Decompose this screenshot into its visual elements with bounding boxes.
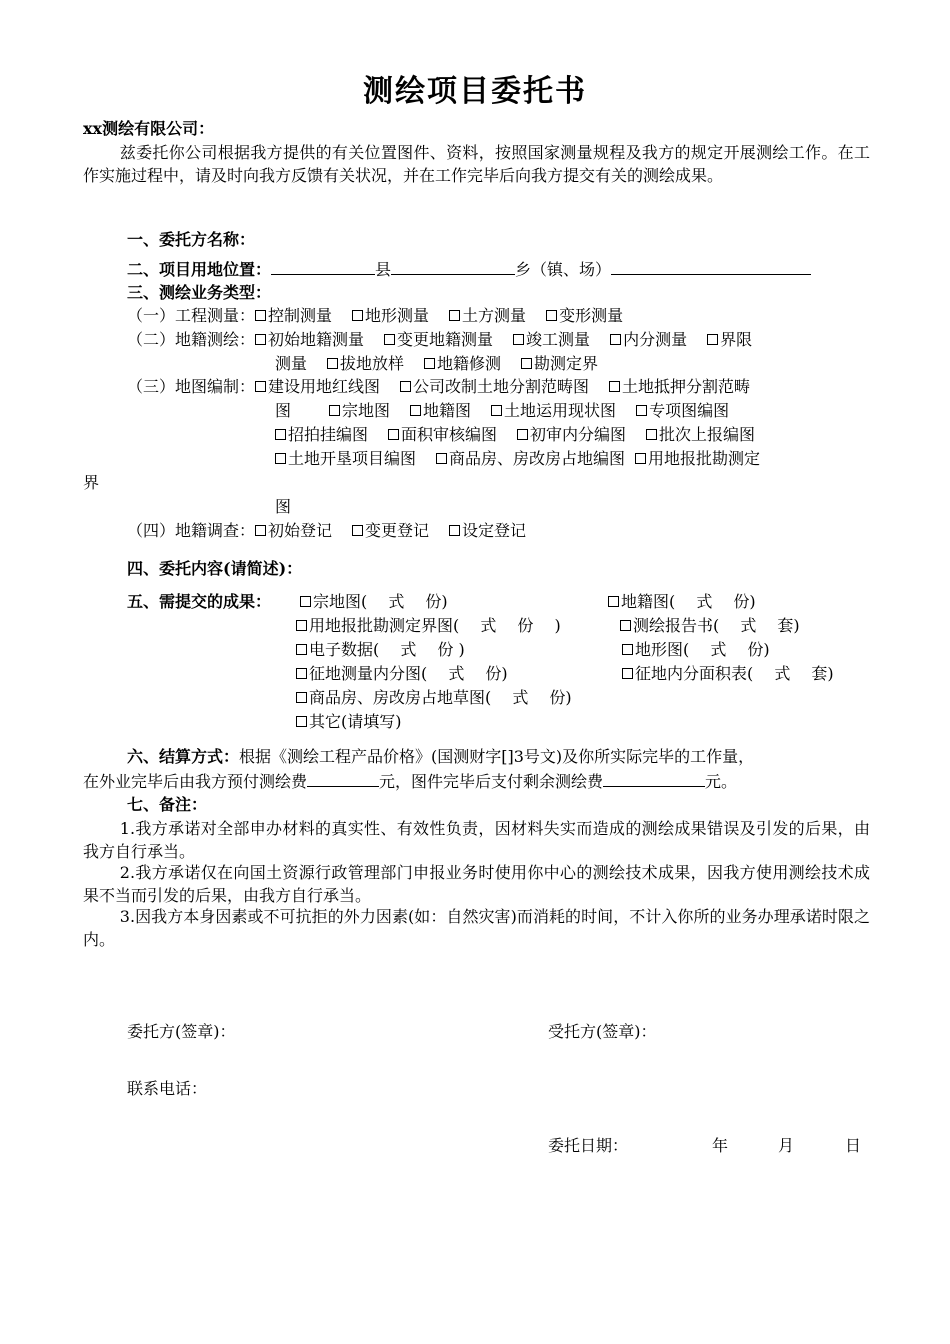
contractor-signature-label: 受托方(签章)： [548,1022,657,1041]
checkbox[interactable] [513,334,524,345]
g3-label: （三）地图编制： [127,377,256,396]
g1-row [127,305,623,327]
option-label: 勘测定界 [534,354,599,373]
checkbox[interactable] [327,358,338,369]
deliverable-label: 商品房、房改房占地草图( 式 份) [309,688,572,707]
intro-paragraph: 兹委托你公司根据我方提供的有关位置图件、资料，按照国家测量规程及我方的规定开展测绘工作。在工作实施过程中，请及时向我方反馈有关状况，并在工作完毕后向我方提交有关的测绘成果。 [83,143,870,185]
option-label: 用地报批勘测定 [648,449,761,468]
deliverable-label: 征地内分面积表( 式 套) [635,664,834,683]
option-label: 拔地放样 [340,354,405,373]
township-label: 乡（镇、场） [515,260,612,279]
checkbox[interactable] [255,310,266,321]
g3-row-1 [127,376,750,398]
option-label: 变更地籍测量 [397,330,494,349]
deliverable-item [622,663,834,685]
option-label: 变更登记 [365,521,430,540]
deliverable-label: 电子数据( 式 份 ) [309,640,465,659]
section-4-label: 四、委托内容(请简述)： [127,559,303,578]
option-label: 专项图编图 [649,401,730,420]
county-label: 县 [375,260,392,279]
section-3-label: 三、测绘业务类型： [127,283,272,302]
checkbox[interactable] [436,453,447,464]
option-label: 初始登记 [268,521,333,540]
checkbox[interactable] [296,716,307,727]
checkbox[interactable] [635,453,646,464]
checkbox[interactable] [275,429,286,440]
date-label: 委托日期： [548,1136,629,1155]
deliverable-label: 宗地图( 式 份) [313,592,448,611]
deliverable-item [296,639,465,661]
option-label: 招拍挂编图 [288,425,369,444]
checkbox[interactable] [646,429,657,440]
checkbox[interactable] [424,358,435,369]
client-signature-label: 委托方(签章)： [127,1022,236,1041]
g3-wrap-1: 界 [83,473,100,492]
option-label: 竣工测量 [526,330,591,349]
g3-row-2 [275,400,729,422]
g3-row-3 [275,424,755,446]
deliverable-item [296,615,561,637]
option-label: 初始地籍测量 [268,330,365,349]
option-label: 面积审核编图 [401,425,498,444]
g3-wrap-2: 图 [275,497,292,516]
option-label: 测量 [275,354,308,373]
deliverable-item [622,639,770,661]
checkbox[interactable] [296,668,307,679]
deliverable-item [300,591,448,613]
checkbox[interactable] [517,429,528,440]
checkbox[interactable] [352,310,363,321]
recipient: xx测绘有限公司： [83,119,215,138]
remaining-fee-blank[interactable] [603,770,705,787]
year-label: 年 [712,1136,729,1155]
checkbox[interactable] [609,381,620,392]
checkbox[interactable] [352,525,363,536]
checkbox[interactable] [608,596,619,607]
option-label: 初审内分编图 [530,425,627,444]
g2-row-2 [275,353,598,375]
checkbox[interactable] [255,381,266,392]
checkbox[interactable] [449,310,460,321]
deliverable-label: 其它(请填写) [309,712,402,731]
checkbox[interactable] [400,381,411,392]
deliverable-label: 用地报批勘测定界图( 式 份 ) [309,616,561,635]
deliverable-item [296,711,402,733]
checkbox[interactable] [491,405,502,416]
section-5-label: 五、需提交的成果： [127,592,272,611]
checkbox[interactable] [296,644,307,655]
g1-label: （一）工程测量： [127,306,256,325]
option-label: 变形测量 [559,306,624,325]
note-2: 2.我方承诺仅在向国土资源行政管理部门申报业务时使用你中心的测绘技术成果，因我方使用测绘技术成果不当而引发的后果，由我方自行承当。 [83,863,870,905]
option-label: 宗地图 [342,401,391,420]
option-label: 土地运用现状图 [504,401,617,420]
settlement-text-3: 元，图件完毕后支付剩余测绘费 [379,772,604,791]
g4-row [127,520,526,542]
option-label: 内分测量 [623,330,688,349]
deliverable-item [608,591,756,613]
checkbox[interactable] [255,334,266,345]
settlement-text-1: 根据《测绘工程产品价格》(国测财字[]3号文)及你所实际完毕的工作量， [239,747,755,766]
checkbox[interactable] [610,334,621,345]
checkbox[interactable] [300,596,311,607]
month-label: 月 [778,1136,795,1155]
g2-label: （二）地籍测绘： [127,330,256,349]
settlement-text-2: 在外业完毕后由我方预付测绘费 [83,772,308,791]
note-3: 3.因我方本身因素或不可抗拒的外力因素(如：自然灾害)而消耗的时间，不计入你所的业务办理承诺时限之内。 [83,907,870,949]
section-6-label: 六、结算方式： [127,747,240,766]
checkbox[interactable] [410,405,421,416]
checkbox[interactable] [636,405,647,416]
county-blank[interactable] [271,258,375,275]
deliverable-label: 征地测量内分图( 式 份) [309,664,508,683]
deliverable-label: 地籍图( 式 份) [621,592,756,611]
checkbox[interactable] [521,358,532,369]
deliverable-label: 地形图( 式 份) [635,640,770,659]
deliverable-item [296,687,572,709]
note-1: 1.我方承诺对全部申办材料的真实性、有效性负责，因材料失实而造成的测绘成果错误及引发的后果，由我方自行承当。 [83,819,870,861]
checkbox[interactable] [546,310,557,321]
option-label: 地形测量 [365,306,430,325]
option-label: 土方测量 [462,306,527,325]
section-1-client-name: 一、委托方名称： [127,230,256,249]
option-label: 公司改制土地分割范畴图 [413,377,590,396]
document-title: 测绘项目委托书 [363,74,587,109]
option-label: 图 [275,401,292,420]
section-2-label: 二、项目用地位置： [127,260,272,279]
deliverable-item [620,615,800,637]
township-blank[interactable] [391,258,515,275]
section-6-line-2 [83,770,737,793]
checkbox[interactable] [329,405,340,416]
settlement-text-4: 元。 [705,772,738,791]
checkbox[interactable] [296,620,307,631]
option-label: 界限 [720,330,753,349]
option-label: 土地抵押分割范畴 [622,377,751,396]
option-label: 批次上报编图 [659,425,756,444]
section-7-label: 七、备注： [127,795,208,814]
option-label: 土地开垦项目编图 [288,449,417,468]
phone-label: 联系电话： [127,1079,208,1098]
deliverable-label: 测绘报告书( 式 套) [633,616,800,635]
section-6-line-1 [127,746,754,768]
option-label: 控制测量 [268,306,333,325]
option-label: 地籍修测 [437,354,502,373]
prepaid-fee-blank[interactable] [307,770,379,787]
checkbox[interactable] [388,429,399,440]
checkbox[interactable] [622,644,633,655]
g2-row-1 [127,329,752,351]
location-detail-blank[interactable] [611,258,811,275]
day-label: 日 [845,1136,862,1155]
g3-row-4 [275,448,760,470]
option-label: 建设用地红线图 [268,377,381,396]
checkbox[interactable] [622,668,633,679]
g4-label: （四）地籍调查： [127,521,256,540]
option-label: 地籍图 [423,401,472,420]
deliverable-item [296,663,508,685]
option-label: 商品房、房改房占地编图 [449,449,626,468]
checkbox[interactable] [384,334,395,345]
option-label: 设定登记 [462,521,527,540]
checkbox[interactable] [255,525,266,536]
section-2-location [127,258,811,281]
checkbox[interactable] [275,453,286,464]
checkbox[interactable] [620,620,631,631]
checkbox[interactable] [707,334,718,345]
checkbox[interactable] [449,525,460,536]
checkbox[interactable] [296,692,307,703]
